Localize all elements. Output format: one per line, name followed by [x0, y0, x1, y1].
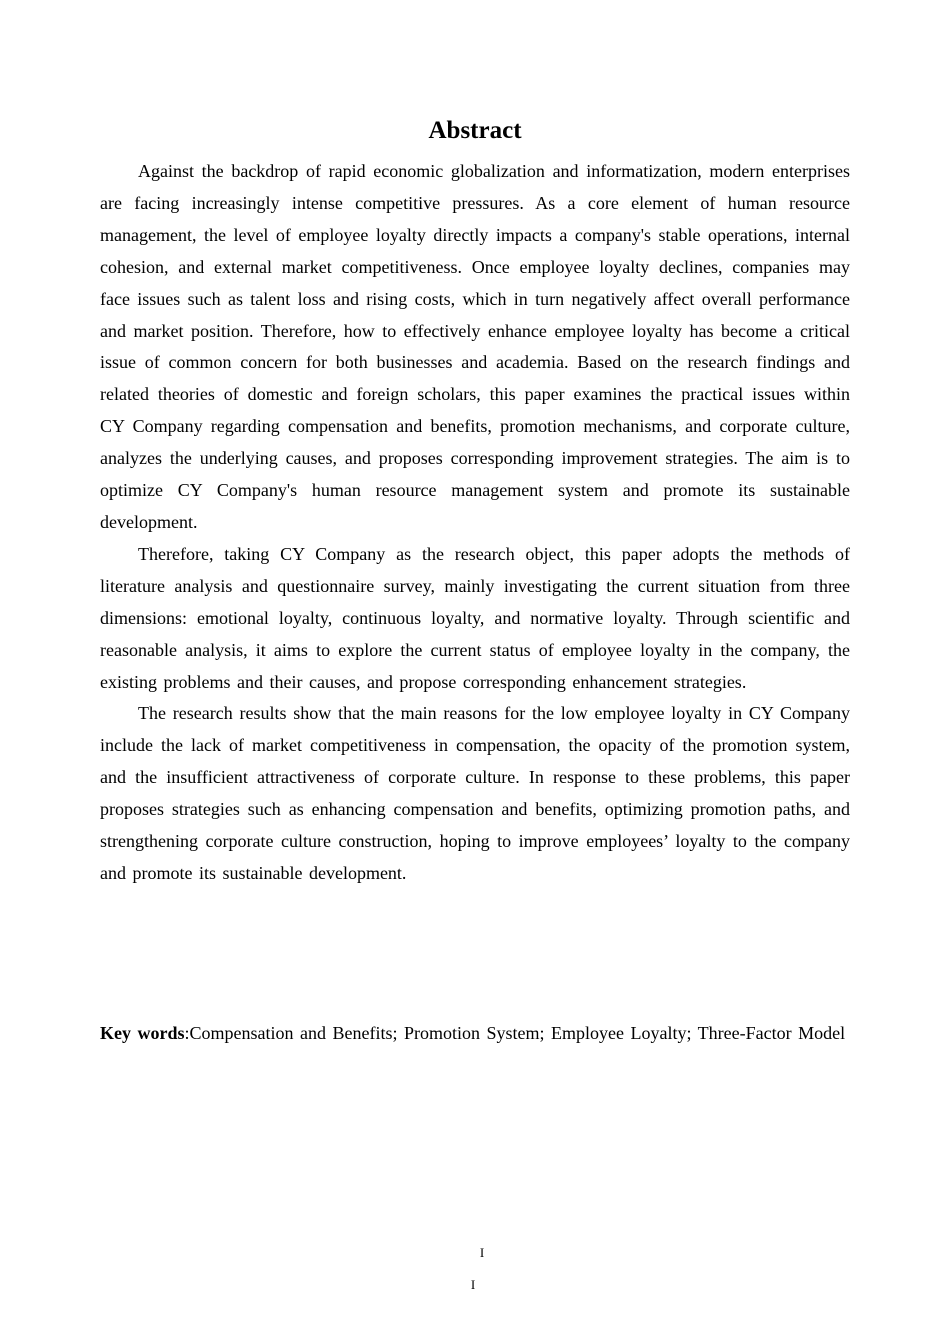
abstract-paragraph-2: Therefore, taking CY Company as the research object, this paper adopts the methods of literature analysis and questionnaire survey, mainly investigating the current situation from three dimensions: emotional loyalty, continuous loyalty, and normative loyalty. Through scientific and reasonable analysis, it aims to explore the current status of employee loyalty in the company, the existing problems and their causes, and propose corresponding enhancement strategies. — [100, 543, 850, 692]
keywords-line — [100, 1018, 850, 1050]
page-title: Abstract — [428, 117, 522, 144]
page-number-upper: I — [479, 1245, 485, 1260]
abstract-body — [100, 156, 850, 890]
keywords-separator: : — [184, 1023, 190, 1043]
keywords-text: Compensation and Benefits; Promotion System; Employee Loyalty; Three-Factor Model — [189, 1023, 846, 1043]
page-number-lower: I — [470, 1277, 476, 1292]
keywords-label: Key words — [100, 1023, 185, 1043]
abstract-paragraph-3: The research results show that the main reasons for the low employee loyalty in CY Company include the lack of market competitiveness in compensation, the opacity of the promotion system, and the insufficient attractiveness of corporate culture. In response to these problems, this paper proposes strategies such as enhancing compensation and benefits, optimizing promotion paths, and strengthening corporate culture construction, hoping to improve employees’ loyalty to the company and promote its sustainable development. — [100, 703, 850, 883]
abstract-paragraph-1: Against the backdrop of rapid economic globalization and informatization, modern enterprises are facing increasingly intense competitive pressures. As a core element of human resource management, the level of employee loyalty directly impacts a company's stable operations, internal cohesion, and external market competitiveness. Once employee loyalty declines, companies may face issues such as talent loss and rising costs, which in turn negatively affect overall performance and market position. Therefore, how to effectively enhance employee loyalty has become a critical issue of common concern for both businesses and academia. Based on the research findings and related theories of domestic and foreign scholars, this paper examines the practical issues within CY Company regarding compensation and benefits, promotion mechanisms, and corporate culture, analyzes the underlying causes, and proposes corresponding improvement strategies. The aim is to optimize CY Company's human resource management system and promote its sustainable development. — [100, 161, 850, 532]
